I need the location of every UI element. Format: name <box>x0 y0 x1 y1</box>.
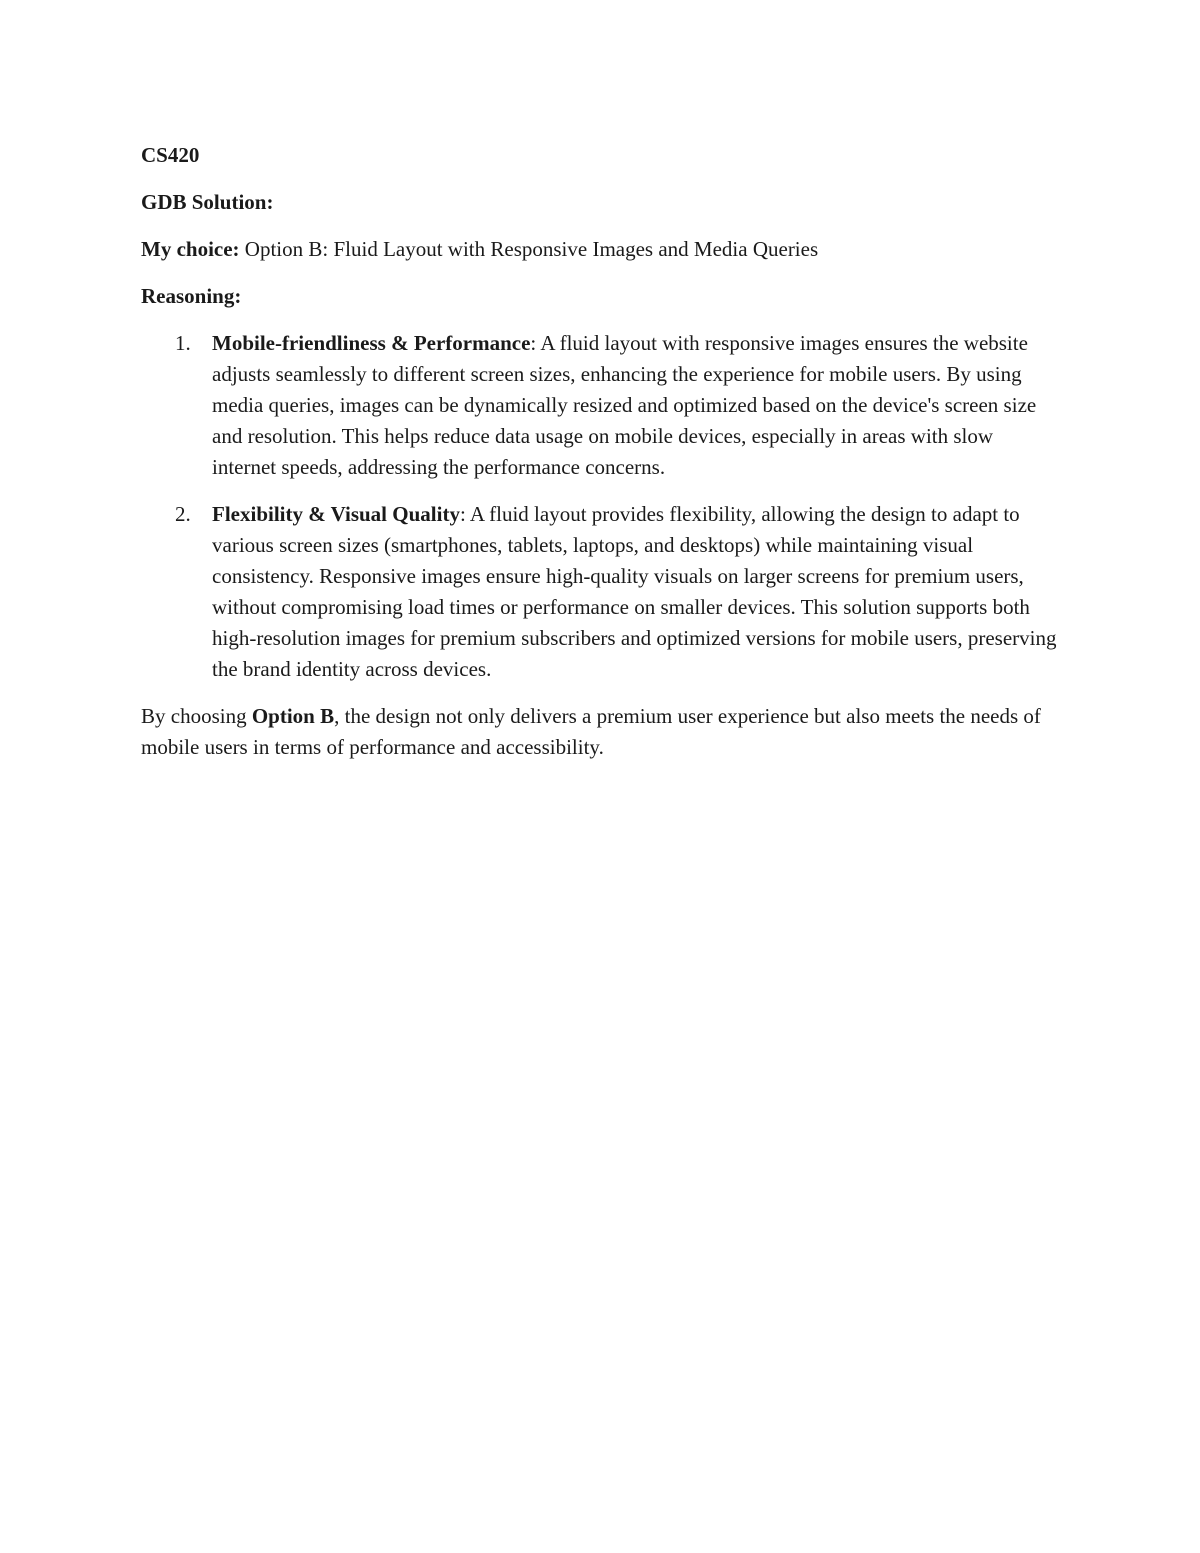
choice-label: My choice: <box>141 237 240 261</box>
conclusion-option: Option B <box>251 704 335 728</box>
document-subtitle: GDB Solution: <box>141 190 274 214</box>
course-code: CS420 <box>141 143 200 167</box>
list-item-number: 2. <box>175 502 191 526</box>
reason-title: Mobile-friendliness & Performance <box>212 331 531 355</box>
conclusion-paragraph: By choosing Option B, the design not only delivers a premium user experience but also meets the needs of mobile users in terms of performance and accessibility. <box>141 704 1041 759</box>
document-body <box>141 140 1061 779</box>
reason-title: Flexibility & Visual Quality <box>212 502 460 526</box>
reason-text: : A fluid layout provides flexibility, allowing the design to adapt to various screen sizes (smartphones, tablets, laptops, and desktops) while maintaining visual consistency. Responsive images ensure high-quality visuals on larger screens for premium users, without compromising load times or performance on smaller devices. This solution supports both high-resolution images for premium subscribers and optimized versions for mobile users, preserving the brand identity across devices. <box>212 502 1057 681</box>
list-item-number: 1. <box>175 331 191 355</box>
list-item <box>141 499 1061 685</box>
reason-text: : A fluid layout with responsive images ensures the website adjusts seamlessly to different screen sizes, enhancing the experience for mobile users. By using media queries, images can be dynamically resized and optimized based on the device's screen size and resolution. This helps reduce data usage on mobile devices, especially in areas with slow internet speeds, addressing the performance concerns. <box>212 331 1037 479</box>
list-item <box>141 328 1061 483</box>
reasoning-heading: Reasoning: <box>141 284 242 308</box>
reasons-list <box>141 328 1061 685</box>
choice-text: Option B: Fluid Layout with Responsive Images and Media Queries <box>239 237 819 261</box>
choice-line <box>141 234 1061 265</box>
